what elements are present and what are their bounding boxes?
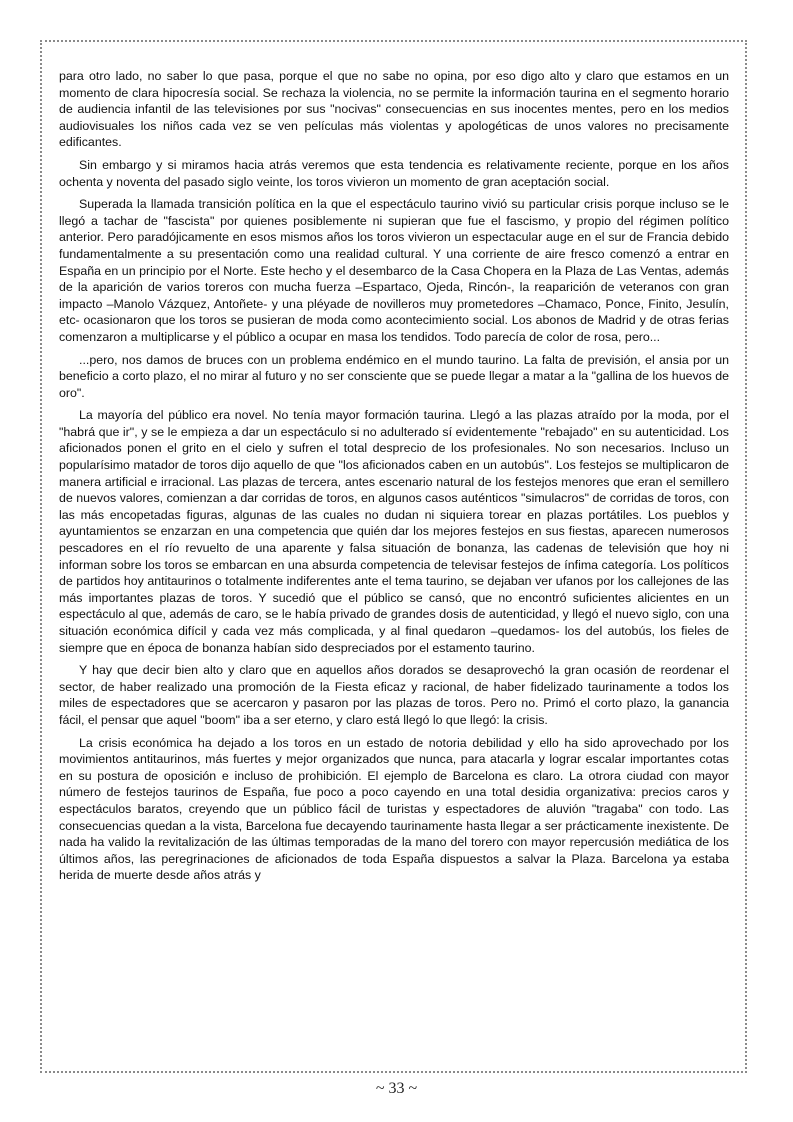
paragraph: ...pero, nos damos de bruces con un problema endémico en el mundo taurino. La falta de previsión, el ansia por un beneficio a corto plazo, el no mirar al futuro y no ser consciente que se puede llegar a matar a la "gallina de los huevos de oro". bbox=[59, 352, 729, 400]
page-number: ~ 33 ~ bbox=[375, 1080, 418, 1097]
paragraph: Sin embargo y si miramos hacia atrás veremos que esta tendencia es relativamente reciente, porque en los años ochenta y noventa del pasado siglo veinte, los toros vivieron un momento de gran aceptación social. bbox=[59, 157, 729, 189]
paragraph: Superada la llamada transición política en la que el espectáculo taurino vivió su particular crisis porque incluso se le llegó a tachar de "fascista" por quienes posiblemente ni supieran que fue el fascismo, y propio del régimen político anterior. Pero paradójicamente en esos mismos años los toros vivieron un espectacular auge en el sur de Francia debido fundamentalmente a su presentación como una realidad cultural. Y una corriente de aire fresco comenzó a entrar en España en un principio por el Norte. Este hecho y el desembarco de la Casa Chopera en la Plaza de Las Ventas, además de la aparición de varios toreros con mucha fuerza –Espartaco, Ojeda, Rincón-, la reaparición de veteranos con gran impacto –Manolo Vázquez, Antoñete- y una pléyade de novilleros muy prometedores –Chamaco, Ponce, Finito, Jesulín, etc- ocasionaron que los toros se pusieran de moda como acontecimiento social. Los abonos de Madrid y de otras ferias comenzaron a multiplicarse y el público a ocupar en masa los tendidos. Todo parecía de color de rosa, pero... bbox=[59, 197, 729, 344]
page-body-text bbox=[59, 68, 729, 890]
paragraph: La mayoría del público era novel. No tenía mayor formación taurina. Llegó a las plazas atraído por la moda, por el "habrá que ir", y se le empieza a dar un espectáculo si no adulterado sí evidentemente "rebajado" en su autenticidad. Los aficionados ponen el grito en el cielo y sufren el total desprecio de los profesionales. No son necesarios. Incluso un popularísimo matador de toros dijo aquello de que "los aficionados caben en un autobús". Los festejos se multiplicaron de manera artificial e irracional. Las plazas de tercera, antes escenario natural de los festejos menores que eran el semillero de nuevos valores, comienzan a dar corridas de toros, en algunos casos auténticos "simulacros" de corridas de toros, con las más encopetadas figuras, algunas de las cuales no dudan ni siquiera torear en plazas portátiles. Los pueblos y ayuntamientos se enzarzan en una competencia que quién dar los mejores festejos en sus fiestas, aparecen numerosos pescadores en el río revuelto de una aparente y falsa situación de bonanza, las cadenas de televisión que hoy ni informan sobre los toros se embarcan en una absurda competencia de televisar festejos de ínfima categoría. Los políticos de partidos hoy antitaurinos o totalmente indiferentes ante el tema taurino, se dejaban ver ufanos por los callejones de las más importantes plazas de toros. Y sucedió que el público se cansó, que no encontró suficientes alicientes en un espectáculo al que, además de caro, se le había privado de grandes dosis de autenticidad, y llegó el nuevo siglo, con una situación económica difícil y cada vez más complicada, y al final quedaron –quedamos- los del autobús, los fieles de siempre que en época de bonanza habían sido despreciados por el estamento taurino. bbox=[59, 408, 729, 655]
paragraph: para otro lado, no saber lo que pasa, porque el que no sabe no opina, por eso digo alto y claro que estamos en un momento de clara hipocresía social. Se rechaza la violencia, no se permite la información taurina en el segmento horario de audiencia infantil de las televisiones por sus "nocivas" consecuencias en sus inocentes mentes, pero en los medios audiovisuales los niños cada vez se ven películas más violentas y apologéticas de unos valores no precisamente edificantes. bbox=[59, 69, 729, 150]
paragraph: La crisis económica ha dejado a los toros en un estado de notoria debilidad y ello ha sido aprovechado por los movimientos antitaurinos, más fuertes y mejor organizados que nunca, para atacarla y lograr escalar importantes cotas en su postura de oposición e incluso de prohibición. El ejemplo de Barcelona es claro. La otrora ciudad con mayor número de festejos taurinos de España, fue poco a poco cayendo en una total desidia organizativa: precios caros y espectáculos baratos, creyendo que un público fácil de turistas y espectadores de aluvión "tragaba" con todo. Las consecuencias quedan a la vista, Barcelona fue decayendo taurinamente hasta llegar a ser prácticamente inexistente. De nada ha valido la revitalización de las últimas temporadas de la mano del torero con mayor repercusión mediática de los últimos años, las peregrinaciones de aficionados de toda España dispuestos a salvar la Plaza. Barcelona ya estaba herida de muerte desde años atrás y bbox=[59, 735, 729, 883]
paragraph: Y hay que decir bien alto y claro que en aquellos años dorados se desaprovechó la gran ocasión de reordenar el sector, de haber realizado una promoción de la Fiesta eficaz y racional, de haber fidelizado taurinamente a todos los miles de espectadores que se acercaron y pasaron por las plazas de toros. Pero no. Primó el corto plazo, la ganancia fácil, el pensar que aquel "boom" iba a ser eterno, y claro está llegó lo que llegó: la crisis. bbox=[59, 663, 729, 727]
